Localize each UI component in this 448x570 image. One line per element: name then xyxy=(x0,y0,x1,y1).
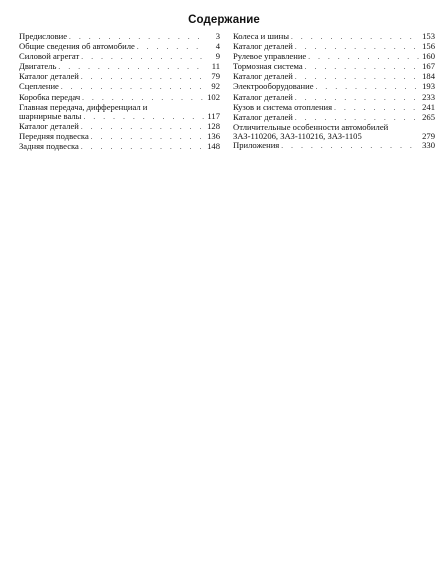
toc-entry-title: Приложения xyxy=(233,140,280,151)
toc-entry-page-number: 153 xyxy=(422,31,435,41)
dot-leader xyxy=(91,133,204,142)
toc-entry-page-number: 265 xyxy=(422,111,435,122)
toc-entry-page-number: 4 xyxy=(215,41,220,52)
toc-entry[interactable] xyxy=(19,142,220,152)
dot-leader xyxy=(334,104,419,113)
toc-entry-title: Электрооборудование xyxy=(233,81,314,92)
toc-entry-page-number: 330 xyxy=(422,140,435,151)
toc-entry-title: шарнирные валы xyxy=(19,110,82,121)
toc-entry-page-number: 156 xyxy=(422,41,435,52)
toc-entry-title: Колеса и шины xyxy=(233,31,290,41)
toc-entry-title: Каталог деталей xyxy=(233,41,293,52)
toc-entry-title: Задняя подвеска xyxy=(19,141,79,152)
dot-leader xyxy=(281,142,419,151)
dot-leader xyxy=(81,143,204,152)
toc-entry-title: Каталог деталей xyxy=(19,120,79,131)
toc-entry-title: Силовой агрегат xyxy=(19,51,80,62)
toc-entry-page-number: 241 xyxy=(422,101,435,112)
toc-entry-title: Двигатель xyxy=(19,61,57,72)
toc-entry[interactable] xyxy=(19,103,220,122)
toc-entry-title: Коробка передач xyxy=(19,91,81,102)
toc-entry-page-number: 102 xyxy=(207,91,220,102)
toc-entry-title: Кузов и система отопления xyxy=(233,101,333,112)
toc-entry-title: Каталог деталей xyxy=(233,71,293,82)
toc-entry-page-number: 167 xyxy=(422,61,435,72)
toc-entry[interactable] xyxy=(233,123,435,141)
dot-leader xyxy=(61,83,204,92)
toc-entry-page-number: 193 xyxy=(422,81,435,92)
toc-entry-title-line: Отличительные особенности автомобилей xyxy=(233,121,389,132)
dot-leader xyxy=(316,83,419,92)
dot-leader xyxy=(305,63,419,72)
toc-entry-page-number: 279 xyxy=(422,130,435,141)
toc-entry-title: ЗАЗ-110206, ЗАЗ-110216, ЗАЗ-1105 xyxy=(233,130,362,141)
toc-entry-page-number: 79 xyxy=(211,71,220,82)
dot-leader xyxy=(137,43,204,52)
toc-entry-title: Каталог деталей xyxy=(233,91,293,102)
toc-entry-page-number: 117 xyxy=(207,110,220,121)
toc-entry-page-number: 160 xyxy=(422,51,435,62)
toc-entry-title: Каталог деталей xyxy=(233,111,293,122)
dot-leader xyxy=(295,43,419,52)
toc-entry-title: Тормозная система xyxy=(233,61,303,72)
toc-entry-page-number: 3 xyxy=(215,31,220,41)
dot-leader xyxy=(81,123,204,132)
toc-entry-page-number: 136 xyxy=(207,130,220,141)
toc-entry-title: Предисловие xyxy=(19,31,68,41)
toc-entry-title: Сцепление xyxy=(19,81,59,92)
toc-entry-page-number: 233 xyxy=(422,91,435,102)
toc-entry-title: Общие сведения об автомобиле xyxy=(19,41,135,52)
toc-entry-page-number: 184 xyxy=(422,71,435,82)
dot-leader xyxy=(81,73,204,82)
toc-entry-page-number: 9 xyxy=(215,51,220,62)
toc-entry-page-number: 11 xyxy=(211,61,220,72)
toc-entry-page-number: 148 xyxy=(207,141,220,152)
toc-right-column xyxy=(233,32,435,151)
dot-leader xyxy=(291,33,419,42)
dot-leader xyxy=(308,53,419,62)
toc-entry-page-number: 128 xyxy=(207,120,220,131)
dot-leader xyxy=(83,113,204,122)
toc-entry-title-line: Главная передача, дифференциал и xyxy=(19,101,148,112)
toc-entry-title: Рулевое управление xyxy=(233,51,307,62)
dot-leader xyxy=(81,53,204,62)
page-title: Содержание xyxy=(188,14,260,26)
toc-entry-title: Каталог деталей xyxy=(19,71,79,82)
toc-entry-page-number: 92 xyxy=(211,81,220,92)
toc-left-column xyxy=(19,32,220,152)
toc-entry[interactable] xyxy=(233,141,435,151)
dot-leader xyxy=(58,63,204,72)
toc-entry-title: Передняя подвеска xyxy=(19,130,89,141)
